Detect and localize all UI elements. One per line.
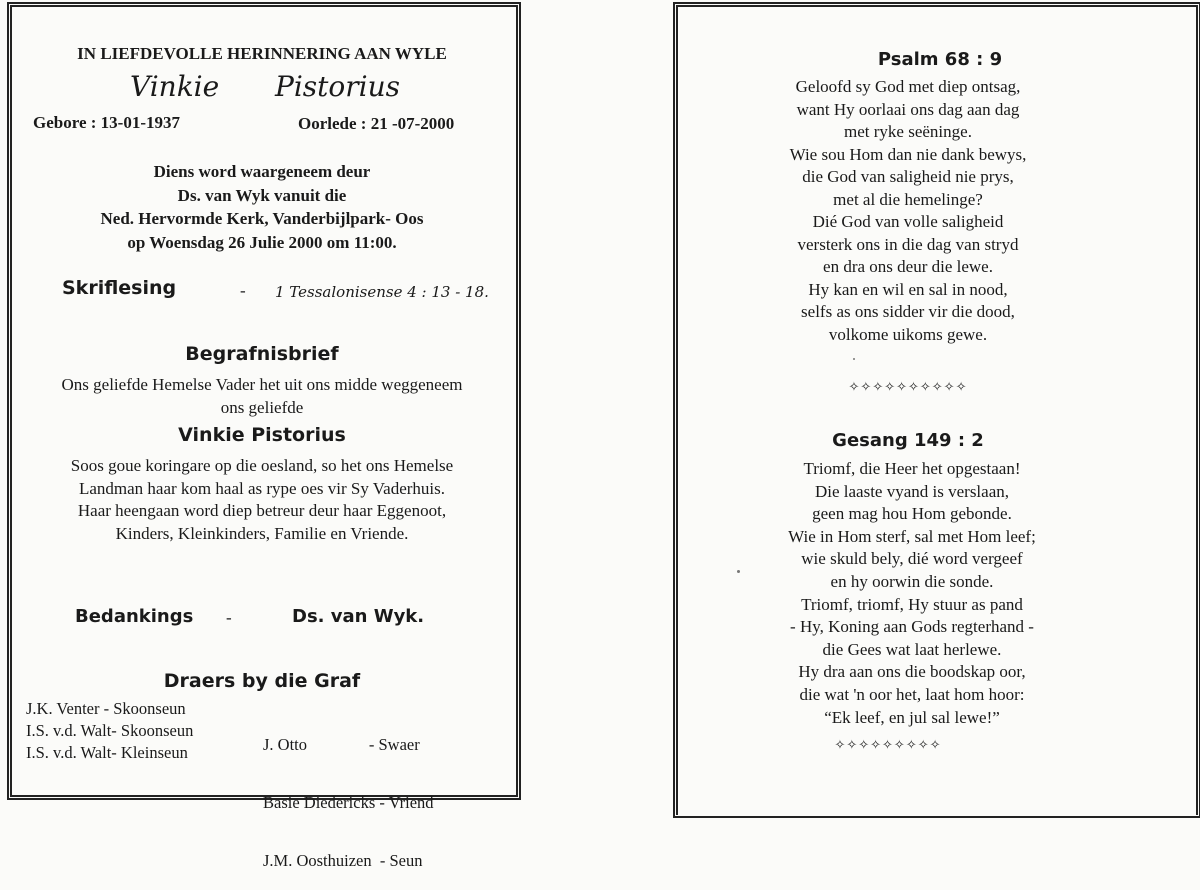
letter-line: Ons geliefde Hemelse Vader het uit ons midde weggeneem xyxy=(61,375,463,394)
thanks-by: Ds. van Wyk. xyxy=(292,606,425,627)
psalm-line: versterk ons in die dag van stryd xyxy=(797,234,1019,254)
service-line: Ds. van Wyk vanuit die xyxy=(177,185,347,205)
psalm-line: en dra ons deur die lewe. xyxy=(823,257,993,276)
bearer-entry: I.S. v.d. Walt- Kleinseun xyxy=(26,743,188,762)
hymn-line: wie skuld bely, dié word vergeef xyxy=(801,549,1023,569)
hymn-line: geen mag hou Hom gebonde. xyxy=(812,504,1012,524)
deceased-last-name: Pistorius xyxy=(275,70,401,103)
hymn-line: Wie in Hom sterf, sal met Hom leef; xyxy=(788,526,1036,546)
hymn-line: Triomf, triomf, Hy stuur as pand xyxy=(801,594,1023,614)
hymn-line: Die laaste vyand is verslaan, xyxy=(814,481,1009,501)
hymn-line: - Hy, Koning aan Gods regterhand - xyxy=(790,617,1034,637)
death-date: Oorlede : 21 -07-2000 xyxy=(298,114,455,133)
hymn-line: Hy dra aan ons die boodskap oor, xyxy=(798,662,1026,682)
reading-label: Skriflesing xyxy=(62,277,177,299)
deceased-first-name: Vinkie xyxy=(130,70,220,103)
psalm-line: Dié God van volle saligheid xyxy=(812,212,1004,231)
psalm-line: die God van saligheid nie prys, xyxy=(802,167,1014,186)
birth-date: Gebore : 13-01-1937 xyxy=(33,113,180,132)
letter-heading: Begrafnisbrief xyxy=(185,343,339,365)
bearers-left-column xyxy=(26,698,193,764)
thanks-dash: - xyxy=(226,608,232,627)
service-line: Ned. Hervormde Kerk, Vanderbijlpark- Oos xyxy=(100,209,424,228)
hymn-line: Triomf, die Heer het opgestaan! xyxy=(803,459,1021,478)
psalm-line: met ryke seëninge. xyxy=(844,122,972,141)
hymn-verse xyxy=(652,458,1172,729)
bearers-right-column xyxy=(263,698,434,890)
tribute-text xyxy=(22,455,502,545)
thanks-label: Bedankings xyxy=(75,606,194,627)
hymn-line: “Ek leef, en jul sal lewe!” xyxy=(824,707,1000,727)
paper-speck xyxy=(853,358,855,360)
bearer-entry: Basie Diedericks - Vriend xyxy=(263,793,434,812)
letter-text xyxy=(22,374,502,419)
bearer-entry: I.S. v.d. Walt- Skoonseun xyxy=(26,721,194,740)
psalm-line: Wie sou Hom dan nie dank bewys, xyxy=(789,144,1027,164)
psalm-line: Geloofd sy God met diep ontsag, xyxy=(795,77,1021,96)
tribute-line: Haar heengaan word diep betreur deur haar Eggenoot, xyxy=(77,501,447,520)
psalm-line: Hy kan en wil en sal in nood, xyxy=(808,279,1008,299)
bearer-entry: J.M. Oosthuizen - Seun xyxy=(263,851,423,870)
psalm-line: met al die hemelinge? xyxy=(833,189,983,209)
psalm-line: want Hy oorlaai ons dag aan dag xyxy=(796,99,1020,119)
psalm-heading: Psalm 68 : 9 xyxy=(877,49,1003,70)
hymn-heading: Gesang 149 : 2 xyxy=(832,430,984,451)
paper-speck xyxy=(737,570,740,573)
letter-name: Vinkie Pistorius xyxy=(178,424,346,446)
hymn-line: en hy oorwin die sonde. xyxy=(830,571,994,591)
tribute-line: Landman haar kom haal as rype oes vir Sy Vaderhuis. xyxy=(78,478,446,498)
tribute-line: Kinders, Kleinkinders, Familie en Vriende. xyxy=(115,523,409,543)
service-line: Diens word waargeneem deur xyxy=(153,162,371,181)
psalm-verse xyxy=(648,76,1168,346)
service-details xyxy=(22,160,502,254)
hymn-divider: ✧✧✧✧✧✧✧✧✧ xyxy=(834,738,942,753)
psalm-line: volkome uikoms gewe. xyxy=(828,324,988,344)
letter-line: ons geliefde xyxy=(220,397,304,417)
tribute-line: Soos goue koringare op die oesland, so het ons Hemelse xyxy=(70,456,454,475)
bearers-heading: Draers by die Graf xyxy=(163,670,361,692)
psalm-line: selfs as ons sidder vir die dood, xyxy=(801,302,1015,321)
bearer-entry: J. Otto - Swaer xyxy=(263,735,420,754)
hymn-line: die wat 'n oor het, laat hom hoor: xyxy=(799,684,1025,704)
hymn-line: die Gees wat laat herlewe. xyxy=(822,639,1002,659)
reading-dash: - xyxy=(240,281,246,300)
memorial-heading: IN LIEFDEVOLLE HERINNERING AAN WYLE xyxy=(77,44,447,63)
reading-reference: 1 Tessalonisense 4 : 13 - 18. xyxy=(275,283,489,301)
service-line: op Woensdag 26 Julie 2000 om 11:00. xyxy=(127,232,397,252)
bearer-entry: J.K. Venter - Skoonseun xyxy=(26,699,186,718)
psalm-divider: ✧✧✧✧✧✧✧✧✧✧ xyxy=(848,380,968,395)
